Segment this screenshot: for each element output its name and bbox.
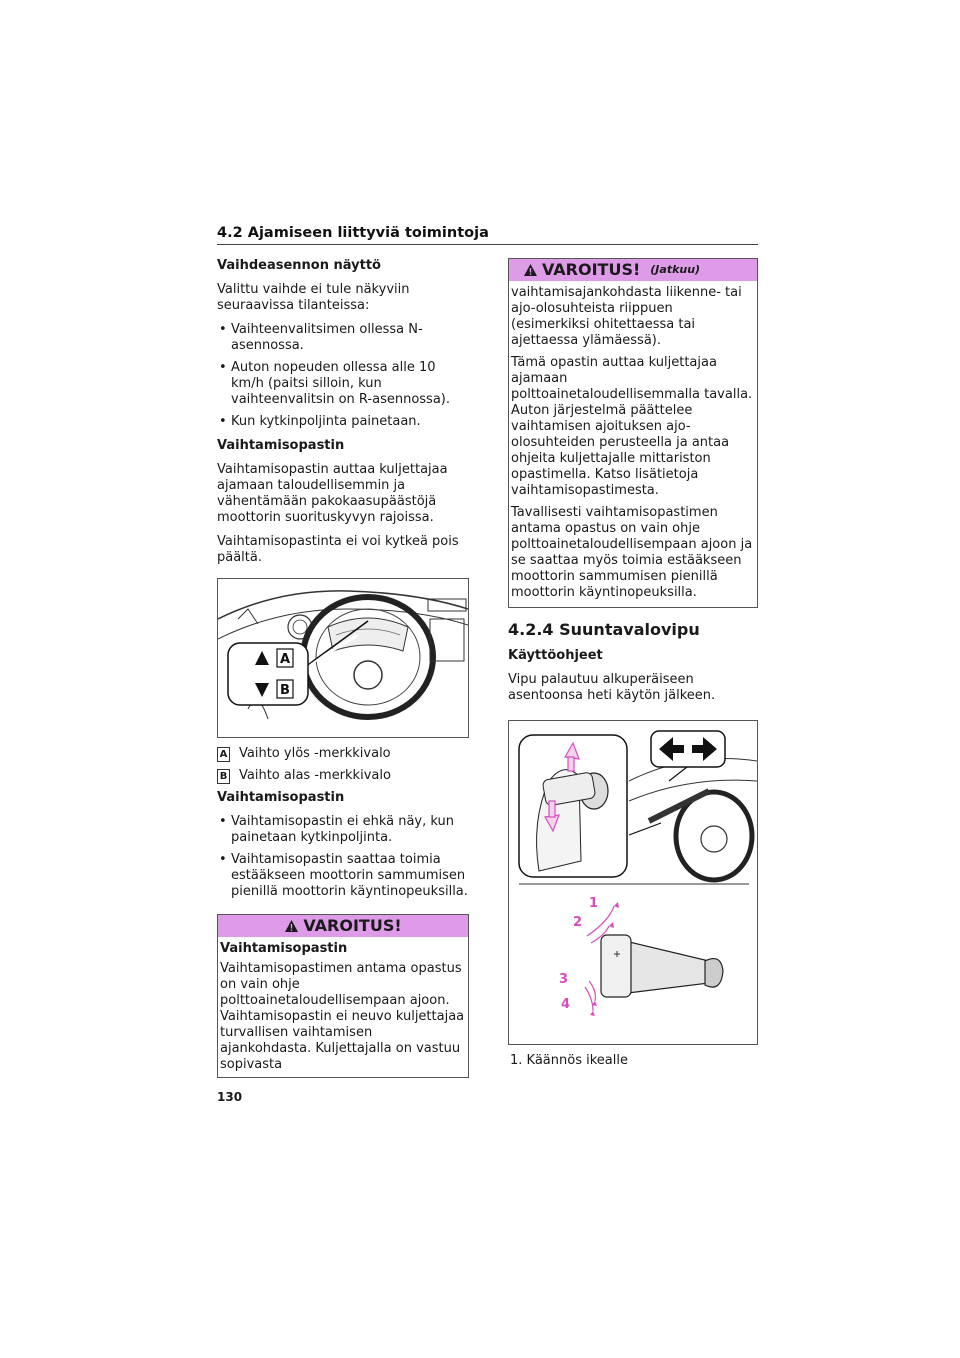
paragraph-intro: Valittu vaihde ei tule näkyviin seuraavissa tilanteissa: (217, 282, 410, 313)
heading-gear-display: Vaihdeasennon näyttö (217, 258, 381, 273)
warning-title: VAROITUS! (303, 916, 402, 935)
left-column (217, 258, 469, 1086)
figure-number-4: 4 (561, 997, 571, 1012)
warning-continued-label: (Jatkuu) (650, 263, 701, 276)
bullet-list-display (217, 322, 469, 430)
list-item: • Auton nopeuden ollessa alle 10 km/h (paitsi silloin, kun vaihteenvalitsin on R-asennossa). (217, 360, 469, 408)
bullet-list-shift (217, 814, 469, 900)
warning-body (218, 937, 468, 1077)
list-item: • Vaihteenvalitsimen ollessa N-asennossa. (217, 322, 469, 354)
warning-paragraph: Tämä opastin auttaa kuljettajaa ajamaan polttoainetaloudellisemmalla tavalla. Auton järjestelmä päättelee vaihtamisen ajoituksen ajo-olosuhteiden perusteella ja antaa ohjeita kuljettajalle mittariston opastimella. Katso lisätietoja vaihtamisopastimesta. (511, 355, 753, 498)
warning-title: VAROITUS! (542, 260, 641, 279)
heading-usage: Käyttöohjeet (508, 648, 603, 663)
warning-body-continued (509, 281, 757, 607)
list-item: • Vaihtamisopastin saattaa toimia estääkseen moottorin sammumisen pienillä moottorin käyntinopeuksilla. (217, 852, 469, 900)
warning-subheading: Vaihtamisopastin (220, 941, 348, 956)
heading-shift-indicator-notes: Vaihtamisopastin (217, 790, 345, 805)
caption-item-1: 1. Käännös ikealle (510, 1053, 628, 1068)
figure-turn-signal-lever (508, 720, 758, 1045)
warning-triangle-icon (284, 919, 299, 933)
warning-paragraph: Tavallisesti vaihtamisopastimen antama opastus on vain ohje polttoainetaloudellisempaan ajoon ja se saattaa myös toimia estääkseen moottorin sammumisen pienillä moottorin käyntinopeuksilla. (511, 505, 753, 600)
instrument-cluster-illustration (218, 579, 468, 737)
figure-number-2: 2 (573, 915, 583, 930)
figure-instrument-cluster (217, 578, 469, 738)
warning-paragraph: vaihtamisajankohdasta liikenne- tai ajo-olosuhteista riippuen (esimerkiksi ohitettaessa tai ajettaessa ylämäessä). (511, 285, 742, 348)
list-item: • Vaihtamisopastin ei ehkä näy, kun painetaan kytkinpoljinta. (217, 814, 469, 846)
warning-box (217, 914, 469, 1078)
warning-text: Vaihtamisopastimen antama opastus on vain ohje polttoainetaloudellisempaan ajoon. Vaihtamisopastin ei neuvo kuljettajaa turvallisen vaihtamisen ajankohdasta. Kuljettajalla on vastuu sopivasta (220, 961, 465, 1072)
subsection-title: 4.2.4 Suuntavalovipu (508, 620, 700, 639)
legend-text-a: Vaihto ylös -merkkivalo (239, 746, 391, 761)
legend-row-b (217, 768, 469, 784)
section-header: 4.2 Ajamiseen liittyviä toimintoja (217, 225, 758, 245)
legend-key-a: A (217, 747, 230, 762)
paragraph-shift-description: Vaihtamisopastin auttaa kuljettajaa ajamaan taloudellisemmin ja vähentämään pakokaasupäästöjä moottorin suorituskyvyn rajoissa. (217, 462, 448, 525)
warning-triangle-icon (523, 263, 538, 277)
paragraph-usage: Vipu palautuu alkuperäiseen asentoonsa heti käytön jälkeen. (508, 672, 716, 703)
turn-signal-illustration (509, 721, 757, 1044)
right-column (508, 258, 758, 1069)
list-item: • Kun kytkinpoljinta painetaan. (217, 414, 469, 430)
legend-key-b: B (217, 769, 230, 784)
figure-number-1: 1 (589, 896, 599, 911)
legend-row-a (217, 746, 469, 762)
legend-text-b: Vaihto alas -merkkivalo (239, 768, 391, 783)
paragraph-shift-cannot-disable: Vaihtamisopastinta ei voi kytkeä pois päältä. (217, 534, 459, 565)
figure-number-3: 3 (559, 972, 569, 987)
warning-header-continued (509, 259, 757, 281)
page-number: 130 (217, 1090, 243, 1104)
warning-box-continued (508, 258, 758, 608)
figure-label-b: B (280, 683, 290, 698)
warning-header (218, 915, 468, 937)
heading-shift-indicator: Vaihtamisopastin (217, 438, 345, 453)
figure-label-a: A (279, 652, 291, 667)
